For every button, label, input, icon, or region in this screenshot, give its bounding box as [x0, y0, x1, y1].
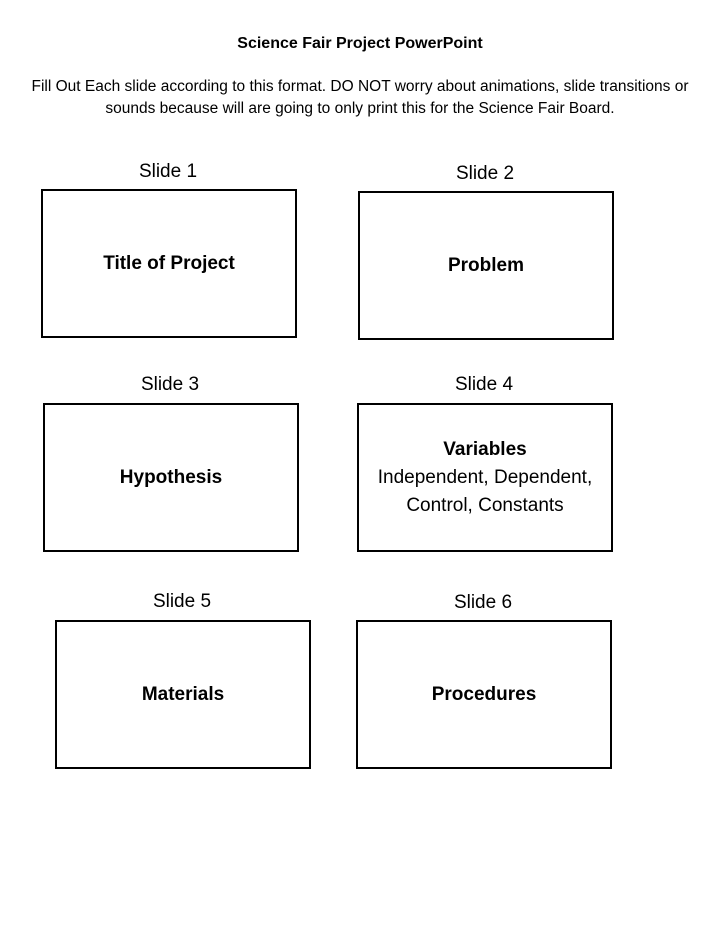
slide-1-box	[41, 189, 297, 338]
slide-4-heading: Variables	[443, 438, 527, 460]
slide-1-heading: Title of Project	[103, 252, 235, 274]
slide-2-label: Slide 2	[455, 163, 515, 184]
slide-3-box	[43, 403, 299, 552]
slide-5-label: Slide 5	[152, 591, 212, 612]
slide-6-box	[356, 620, 612, 769]
slide-3-label: Slide 3	[140, 374, 200, 395]
slide-3-heading: Hypothesis	[119, 466, 223, 488]
slide-5-heading: Materials	[141, 683, 225, 705]
slide-2-box	[358, 191, 614, 340]
instructions-text: Fill Out Each slide according to this format. DO NOT worry about animations, slide transitions or sounds because will are going to only print this for the Science Fair Board.	[31, 78, 689, 117]
page-title: Science Fair Project PowerPoint	[237, 35, 483, 52]
slide-4-detail: Independent, Dependent, Control, Constants	[377, 466, 593, 516]
slide-4-label: Slide 4	[454, 374, 514, 395]
slide-5-box	[55, 620, 311, 769]
slide-1-label: Slide 1	[138, 161, 198, 182]
slide-2-heading: Problem	[447, 254, 525, 276]
slide-6-label: Slide 6	[453, 592, 513, 613]
slide-4-box	[357, 403, 613, 552]
slide-6-heading: Procedures	[431, 683, 537, 705]
